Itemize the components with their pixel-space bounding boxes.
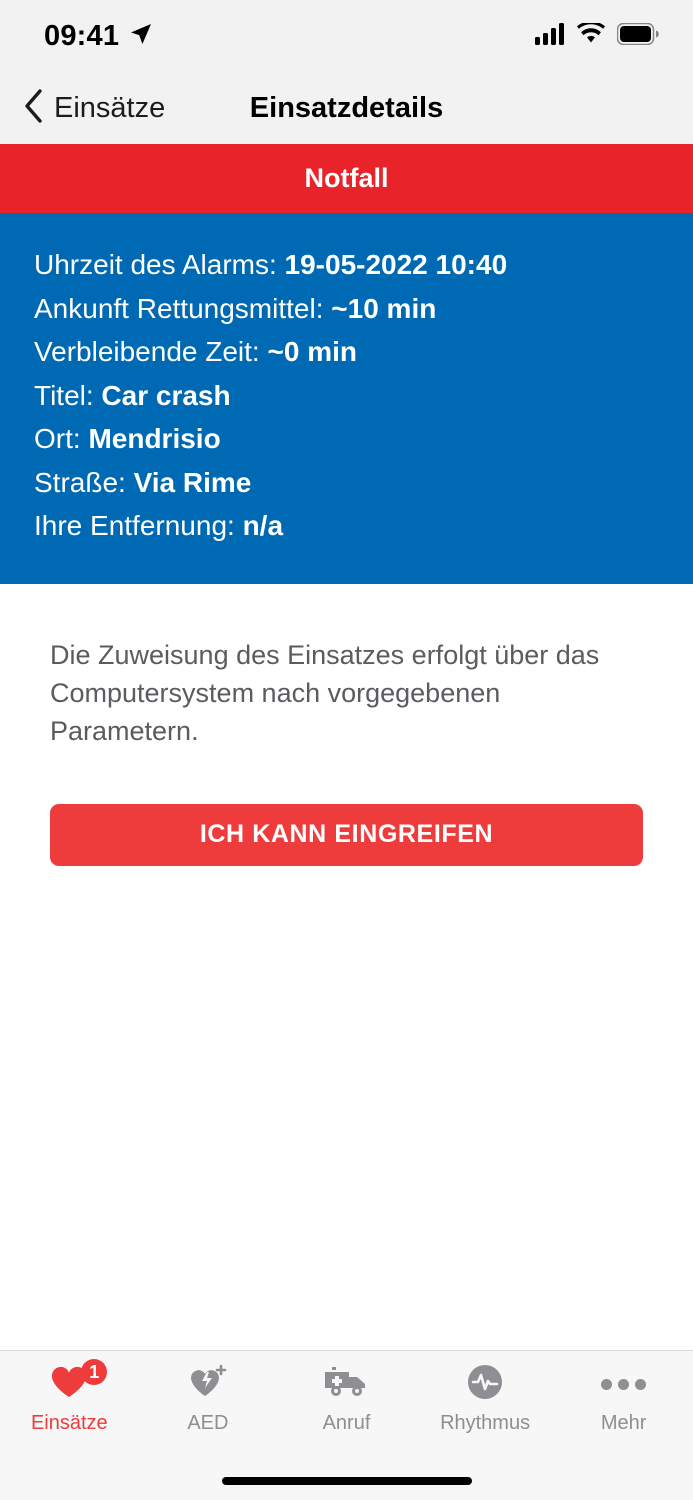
emergency-banner: Notfall [0, 144, 693, 213]
back-button-label: Einsätze [54, 91, 166, 124]
detail-value: ~10 min [331, 292, 437, 324]
home-indicator[interactable] [222, 1477, 472, 1485]
tab-mehr[interactable] [554, 1363, 693, 1435]
accept-mission-button[interactable]: ICH KANN EINGREIFEN [50, 804, 643, 866]
status-bar [0, 0, 693, 72]
cellular-signal-icon [535, 23, 565, 50]
detail-value: 19-05-2022 10:40 [284, 249, 508, 280]
detail-value: Car crash [101, 379, 231, 411]
tab-icon-wrap [601, 1363, 646, 1405]
detail-label: Titel: [34, 379, 102, 411]
detail-value: ~0 min [267, 336, 357, 367]
tab-label: AED [187, 1412, 229, 1434]
detail-row [34, 461, 659, 505]
tab-icon-wrap [49, 1361, 100, 1405]
tab-aed[interactable] [139, 1363, 278, 1435]
location-arrow-icon [129, 22, 153, 51]
detail-row [34, 330, 659, 374]
detail-label: Ankunft Rettungsmittel: [34, 292, 332, 324]
detail-value: n/a [242, 510, 284, 541]
status-bar-right [535, 23, 659, 50]
tab-rhythmus[interactable] [416, 1363, 555, 1435]
detail-row [34, 417, 659, 461]
detail-label: Uhrzeit des Alarms: [34, 249, 285, 280]
detail-row [34, 374, 659, 418]
status-bar-left [44, 20, 153, 53]
detail-value: Via Rime [133, 466, 252, 498]
einsaetze-badge: 1 [81, 1359, 107, 1385]
back-button[interactable] [0, 88, 165, 129]
detail-row [34, 504, 659, 548]
detail-row [34, 287, 659, 331]
ambulance-icon [323, 1366, 369, 1403]
detail-label: Verbleibende Zeit: [34, 336, 268, 367]
tab-bar [0, 1350, 693, 1462]
tab-label: Einsätze [30, 1412, 108, 1434]
status-bar-time: 09:41 [44, 19, 120, 52]
tab-label: Mehr [600, 1412, 647, 1434]
heart-rhythm-icon [465, 1362, 505, 1407]
tab-label: Rhythmus [440, 1412, 531, 1434]
tab-icon-wrap [323, 1363, 369, 1405]
detail-label: Ort: [34, 423, 89, 454]
tab-einsaetze[interactable] [0, 1363, 139, 1435]
home-indicator-area [0, 1462, 693, 1500]
page-title: Einsatzdetails [249, 91, 444, 124]
aed-defibrillator-icon [188, 1363, 228, 1406]
tab-icon-wrap [465, 1363, 505, 1405]
chevron-left-icon [22, 88, 44, 129]
assignment-info-text: Die Zuweisung des Einsatzes erfolgt über das Computersystem nach vorgegebenen Parametern. [50, 639, 600, 746]
content-area [0, 584, 693, 1351]
detail-row [34, 243, 659, 287]
detail-value: Mendrisio [88, 423, 221, 454]
tab-icon-wrap [188, 1363, 228, 1405]
detail-label: Straße: [34, 466, 134, 498]
more-dots-icon [601, 1379, 646, 1390]
mission-details-panel [0, 213, 693, 584]
tab-label: Anruf [322, 1412, 371, 1434]
navigation-bar [0, 72, 693, 144]
wifi-icon [577, 23, 605, 49]
detail-label: Ihre Entfernung: [34, 510, 243, 541]
tab-anruf[interactable] [277, 1363, 416, 1435]
battery-full-icon [617, 23, 659, 50]
